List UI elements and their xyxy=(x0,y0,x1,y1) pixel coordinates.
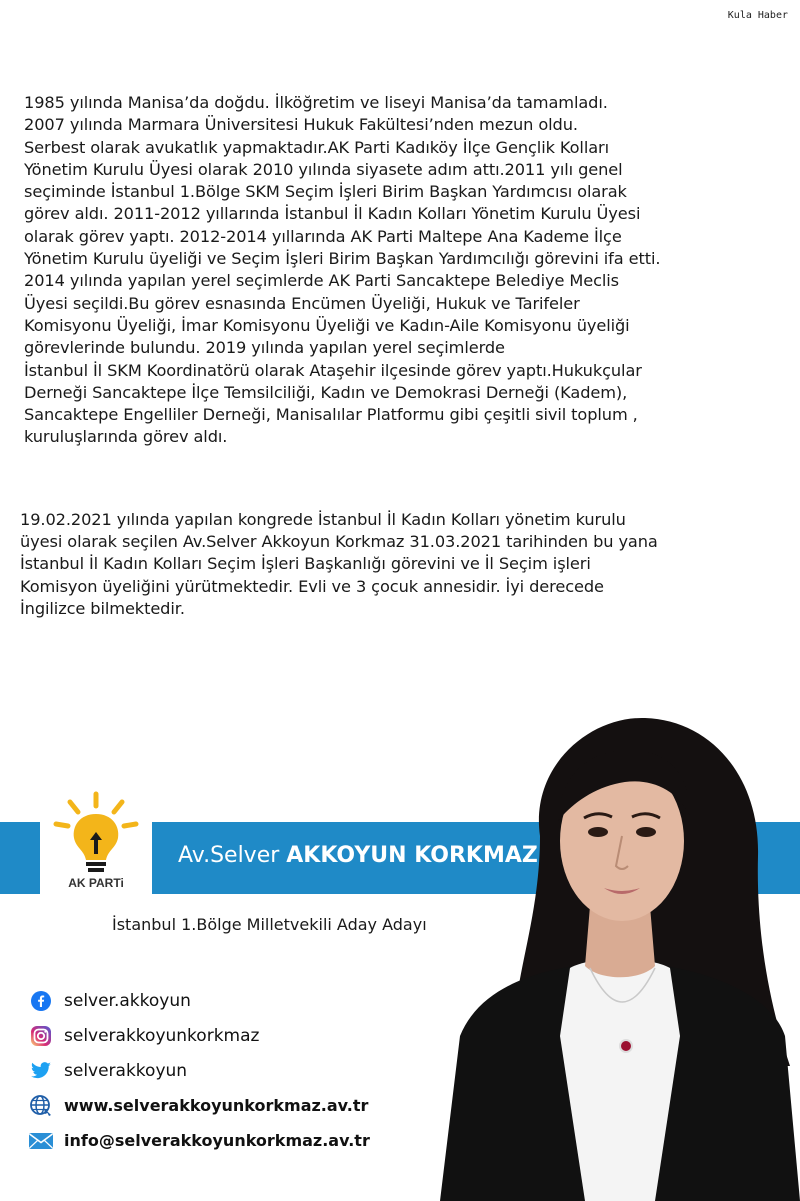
party-logo xyxy=(40,790,152,908)
name-prefix: Av.Selver xyxy=(178,843,287,868)
bio-paragraph-1: 1985 yılında Manisa’da doğdu. İlköğretim ve liseyi Manisa’da tamamladı. 2007 yılında Marmara Üniversitesi Hukuk Fakültesi’nden mezun oldu. Serbest olarak avukatlık yapmaktadır.AK Parti Kadıköy İlçe Gençlik Kolları Yönetim Kurulu Üyesi olarak 2010 yılında siyasete adım attı.2011 yılı genel seçiminde İstanbul 1.Bölge SKM Seçim İşleri Birim Başkan Yardımcısı olarak görev aldı. 2011-2012 yıllarında İstanbul İl Kadın Kolları Yönetim Kurulu Üyesi olarak görev yaptı. 2012-2014 yıllarında AK Parti Maltepe Ana Kademe İlçe Yönetim Kurulu üyeliği ve Seçim İşleri Birim Başkan Yardımcılığı görevini ifa etti. 2014 yılında yapılan yerel seçimlerde AK Parti Sancaktepe Belediye Meclis Üyesi seçildi.Bu görev esnasında Encümen Üyeliği, Hukuk ve Tarifeler Komisyonu Üyeliği, İmar Komisyonu Üyeliği ve Kadın-Aile Komisyonu üyeliği görevlerinde bulundu. 2019 yılında yapılan yerel seçimlerde İstanbul İl SKM Koordinatörü olarak Ataşehir ilçesinde görev yaptı.Hukukçular Derneği Sancaktepe İlçe Temsilciliği, Kadın ve Demokrasi Derneği (Kadem), Sancaktepe Engelliler Derneği, Manisalılar Platformu gibi çeşitli sivil toplum , kuruluşlarında görev aldı. xyxy=(24,93,661,447)
facebook-icon xyxy=(28,988,54,1014)
facebook-label: selver.akkoyun xyxy=(64,990,191,1011)
instagram-label: selverakkoyunkorkmaz xyxy=(64,1025,260,1046)
candidate-photo xyxy=(440,706,800,1201)
social-links xyxy=(28,983,370,1158)
social-row-facebook[interactable] xyxy=(28,983,370,1018)
lightbulb-logo-icon xyxy=(50,790,142,876)
watermark: Kula Haber xyxy=(727,10,788,21)
web-label: www.selverakkoyunkorkmaz.av.tr xyxy=(64,1096,369,1115)
logo-text: AK PARTi xyxy=(68,876,124,890)
name-main: AKKOYUN KORKMAZ xyxy=(286,843,538,868)
candidacy-title: İstanbul 1.Bölge Milletvekili Aday Adayı xyxy=(112,915,427,934)
social-row-instagram[interactable] xyxy=(28,1018,370,1053)
mail-label: info@selverakkoyunkorkmaz.av.tr xyxy=(64,1131,370,1150)
twitter-label: selverakkoyun xyxy=(64,1060,188,1081)
social-row-web[interactable] xyxy=(28,1088,370,1123)
bio-paragraph-2: 19.02.2021 yılında yapılan kongrede İstanbul İl Kadın Kolları yönetim kurulu üyesi olarak seçilen Av.Selver Akkoyun Korkmaz 31.03.2021 tarihinden bu yana İstanbul İl Kadın Kolları Seçim İşleri Başkanlığı görevini ve İl Seçim işleri Komisyon üyeliğini yürütmektedir. Evli ve 3 çocuk annesidir. İyi derecede İngilizce bilmektedir. xyxy=(20,509,658,618)
social-row-twitter[interactable] xyxy=(28,1053,370,1088)
instagram-icon xyxy=(28,1023,54,1049)
social-row-mail[interactable] xyxy=(28,1123,370,1158)
biography xyxy=(20,92,794,620)
twitter-icon xyxy=(28,1058,54,1084)
web-icon xyxy=(28,1093,54,1119)
mail-icon xyxy=(28,1128,54,1154)
